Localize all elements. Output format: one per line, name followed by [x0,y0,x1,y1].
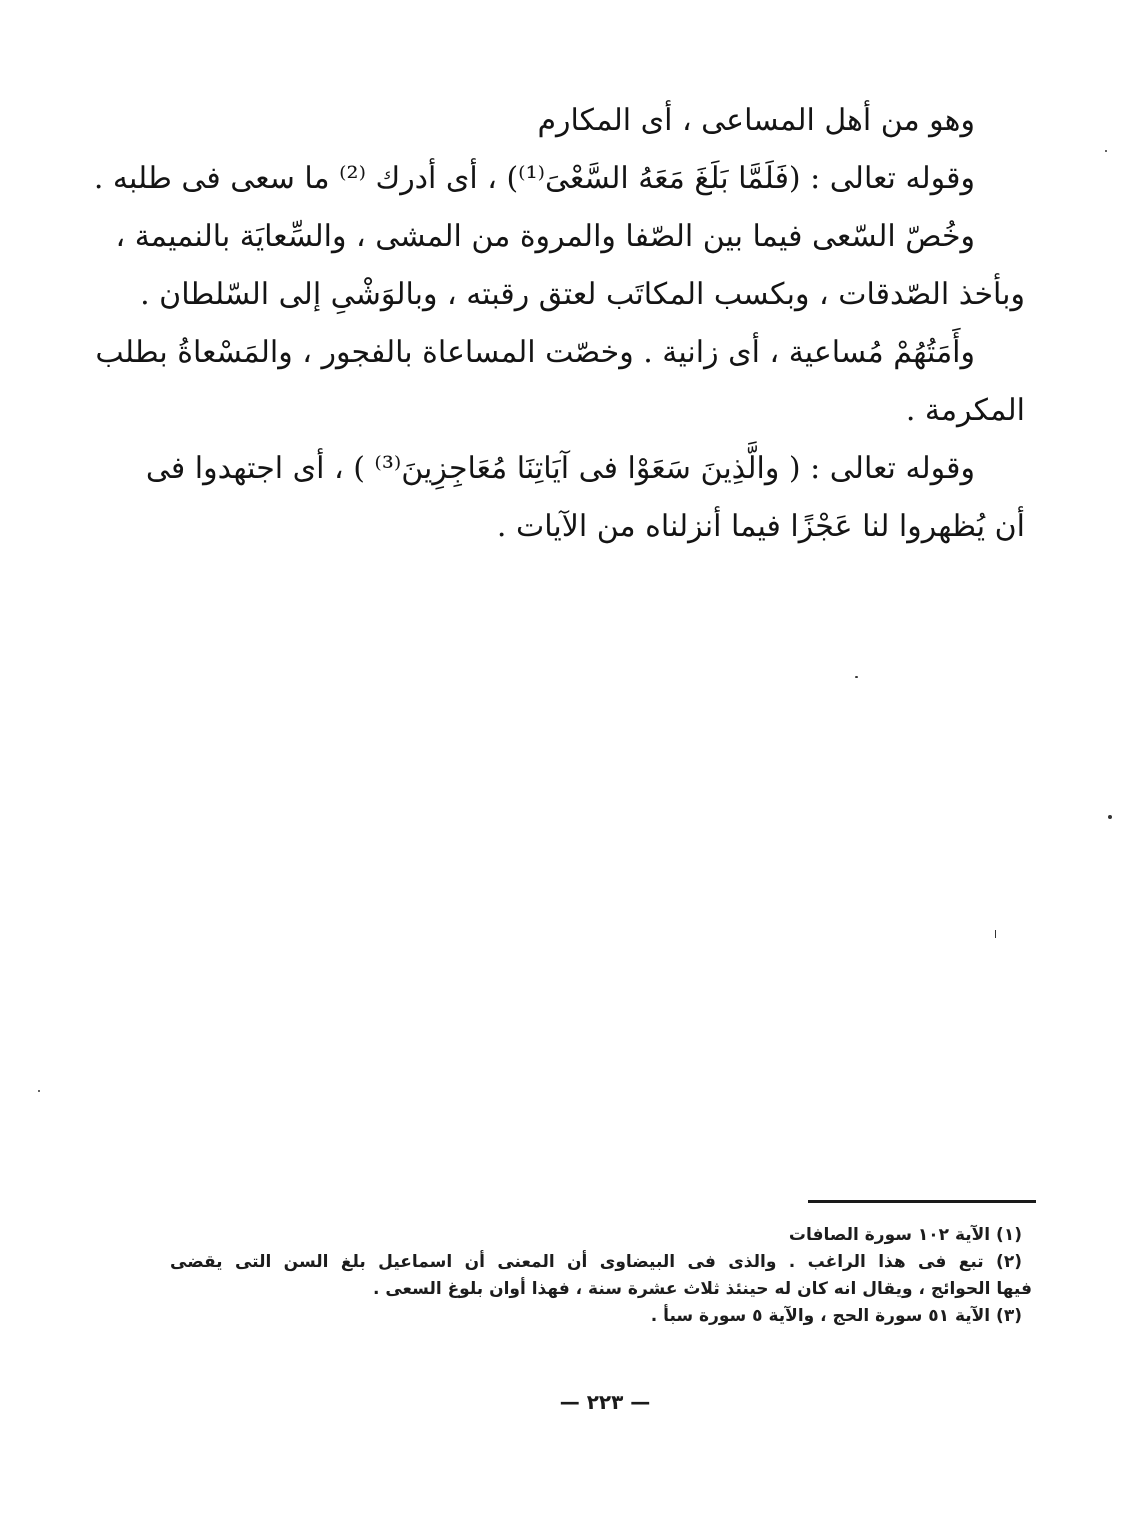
scan-speck [38,1090,40,1092]
footnote-separator [808,1200,1036,1203]
scan-speck [855,676,858,678]
footnote-line: فيها الحوائج ، ويقال انه كان له حينئذ ثلاث عشرة سنة ، فهذا أوان بلوغ السعى . [372,1279,1032,1299]
footnote-line: (٣) الآية ٥١ سورة الحج ، والآية ٥ سورة سبأ . [650,1306,1022,1326]
footnote-line: (١) الآية ١٠٢ سورة الصافات [788,1225,1022,1245]
page-number: — ٢٢٣ — [559,1390,651,1414]
scan-speck [995,930,996,938]
paragraph-line: وخُصّ السّعى فيما بين الصّفا والمروة من المشى ، والسِّعايَة بالنميمة ، [115,219,975,254]
paragraph-line: وقوله تعالى : ( والَّذِينَ سَعَوْا فى آيَاتِنَا مُعَاجِزِينَ⁽³⁾ ) ، أى اجتهدوا فى [145,451,975,486]
paragraph-line: أن يُظهروا لنا عَجْزًا فيما أنزلناه من الآيات . [496,509,1025,544]
footnote-line: (٢) تبع فى هذا الراغب . والذى فى البيضاوى أن المعنى أن اسماعيل بلغ السن التى يقضى [170,1252,1022,1272]
paragraph-line: المكرمة . [905,393,1025,428]
paragraph-line: وهو من أهل المساعى ، أى المكارم [537,103,975,138]
scan-speck [1108,815,1112,819]
scan-speck [1105,150,1107,152]
paragraph-line: وأَمَتُهُمْ مُساعية ، أى زانية . وخصّت المساعاة بالفجور ، والمَسْعاةُ بطلب [95,335,975,370]
paragraph-line: وقوله تعالى : (فَلَمَّا بَلَغَ مَعَهُ السَّعْىَ⁽¹⁾) ، أى أدرك ⁽²⁾ ما سعى فى طلبه . [93,161,975,196]
body-text [93,92,1025,556]
footnotes [170,1222,1032,1330]
paragraph-line: وبأخذ الصّدقات ، وبكسب المكاتَب لعتق رقبته ، وبالوَشْىِ إلى السّلطان . [140,277,1025,312]
